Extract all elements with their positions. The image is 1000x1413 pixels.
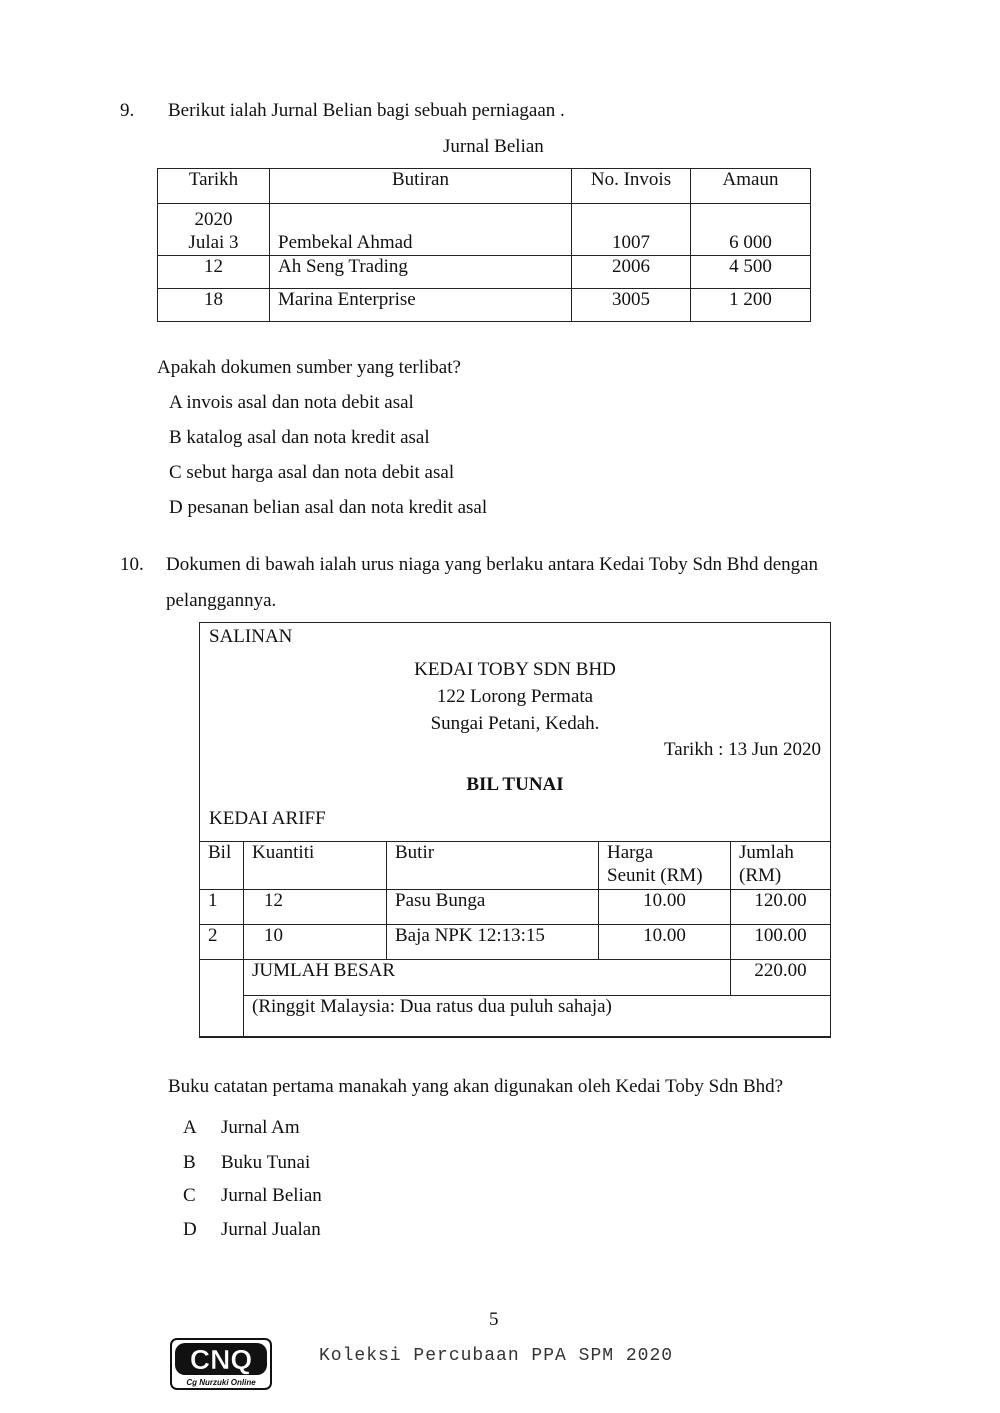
q10-option-d-text[interactable]: Jurnal Jualan (221, 1219, 321, 1240)
bill-date: Tarikh : 13 Jun 2020 (664, 739, 821, 760)
q9-prompt: Berikut ialah Jurnal Belian bagi sebuah perniagaan . (168, 100, 565, 121)
q10-option-c-letter[interactable]: C (183, 1185, 196, 1206)
table-row (158, 204, 811, 256)
bill-header-jumlah-line1: Jumlah (739, 842, 794, 863)
bill-cell-butir: Pasu Bunga (387, 890, 599, 925)
page-number: 5 (489, 1309, 499, 1330)
table-row (200, 890, 831, 925)
q9-number: 9. (120, 100, 135, 121)
cell-date: 12 (158, 256, 270, 289)
logo-subtext: Cg Nurzuki Online (186, 1378, 256, 1387)
bill-copy-label: SALINAN (209, 626, 293, 647)
cell-amaun: 4 500 (691, 256, 811, 289)
table-row (200, 925, 831, 960)
bill-cell-jumlah: 120.00 (731, 890, 831, 925)
header-amaun: Amaun (691, 169, 811, 204)
cell-butiran: Ah Seng Trading (270, 256, 572, 289)
q9-option-a[interactable]: A invois asal dan nota debit asal (169, 392, 414, 413)
bill-header-row (200, 842, 831, 890)
q9-option-d[interactable]: D pesanan belian asal dan nota kredit asal (169, 497, 488, 518)
cell-date: 18 (158, 289, 270, 322)
cell-date-year: 2020 (194, 209, 233, 231)
q10-option-d-letter[interactable]: D (183, 1219, 197, 1240)
cell-date (158, 204, 270, 256)
cell-amaun: 6 000 (691, 204, 811, 256)
q10-number: 10. (120, 554, 144, 575)
q10-option-a-text[interactable]: Jurnal Am (221, 1117, 300, 1138)
bill-company-name: KEDAI TOBY SDN BHD (414, 659, 616, 680)
bill-cell-butir: Baja NPK 12:13:15 (387, 925, 599, 960)
bill-cell-kuantiti: 10 (244, 925, 387, 960)
header-invois: No. Invois (572, 169, 691, 204)
collection-footer: Koleksi Percubaan PPA SPM 2020 (319, 1346, 674, 1366)
bill-header-harga-line1: Harga (607, 842, 654, 863)
purchase-journal-table (157, 168, 811, 322)
bill-header-harga (599, 842, 731, 890)
bill-address-line1: 122 Lorong Permata (436, 686, 594, 707)
bill-address-line2: Sungai Petani, Kedah. (430, 713, 600, 734)
bill-header-butir: Butir (387, 842, 599, 890)
q10-option-a-letter[interactable]: A (183, 1117, 197, 1138)
header-tarikh: Tarikh (158, 169, 270, 204)
bill-header-jumlah-line2: (RM) (739, 864, 782, 886)
bill-header-kuantiti: Kuantiti (244, 842, 387, 890)
table-row (158, 256, 811, 289)
cell-invois: 2006 (572, 256, 691, 289)
cnq-logo (170, 1338, 272, 1390)
bill-cell-bil: 2 (200, 925, 244, 960)
bill-header-bil: Bil (200, 842, 244, 890)
cell-date-day: Julai 3 (188, 232, 239, 254)
table-row (158, 289, 811, 322)
logo-text: CNQ (189, 1344, 253, 1375)
cell-amaun: 1 200 (691, 289, 811, 322)
q10-prompt-line1: Dokumen di bawah ialah urus niaga yang berlaku antara Kedai Toby Sdn Bhd dengan (166, 554, 819, 575)
q10-option-b-text[interactable]: Buku Tunai (221, 1152, 311, 1173)
cash-bill-document (199, 622, 831, 1037)
cell-invois: 1007 (572, 204, 691, 256)
table-header-row (158, 169, 811, 204)
q9-option-b[interactable]: B katalog asal dan nota kredit asal (169, 427, 430, 448)
q9-option-c[interactable]: C sebut harga asal dan nota debit asal (169, 462, 455, 483)
bill-words-row (200, 996, 831, 1038)
bill-total-label: JUMLAH BESAR (244, 960, 731, 996)
bill-title: BIL TUNAI (466, 774, 564, 795)
bill-total-row (200, 960, 831, 996)
bill-blank-cell (200, 960, 244, 1038)
bill-cell-harga: 10.00 (599, 890, 731, 925)
bill-header-harga-line2: Seunit (RM) (607, 864, 703, 886)
bill-header-jumlah (731, 842, 831, 890)
header-butiran: Butiran (270, 169, 572, 204)
q10-question: Buku catatan pertama manakah yang akan digunakan oleh Kedai Toby Sdn Bhd? (168, 1076, 784, 1097)
bill-amount-in-words: (Ringgit Malaysia: Dua ratus dua puluh sahaja) (244, 996, 831, 1038)
cell-invois: 3005 (572, 289, 691, 322)
cell-butiran: Marina Enterprise (270, 289, 572, 322)
bill-items-table (199, 841, 831, 1038)
q9-question: Apakah dokumen sumber yang terlibat? (157, 357, 461, 378)
bill-cell-harga: 10.00 (599, 925, 731, 960)
bill-customer: KEDAI ARIFF (209, 808, 326, 829)
journal-title: Jurnal Belian (443, 136, 544, 157)
cell-butiran: Pembekal Ahmad (270, 204, 572, 256)
q10-option-c-text[interactable]: Jurnal Belian (221, 1185, 322, 1206)
bill-total-value: 220.00 (731, 960, 831, 996)
q10-option-b-letter[interactable]: B (183, 1152, 196, 1173)
q10-prompt-line2: pelanggannya. (166, 590, 277, 611)
bill-cell-jumlah: 100.00 (731, 925, 831, 960)
bill-cell-kuantiti: 12 (244, 890, 387, 925)
bill-cell-bil: 1 (200, 890, 244, 925)
